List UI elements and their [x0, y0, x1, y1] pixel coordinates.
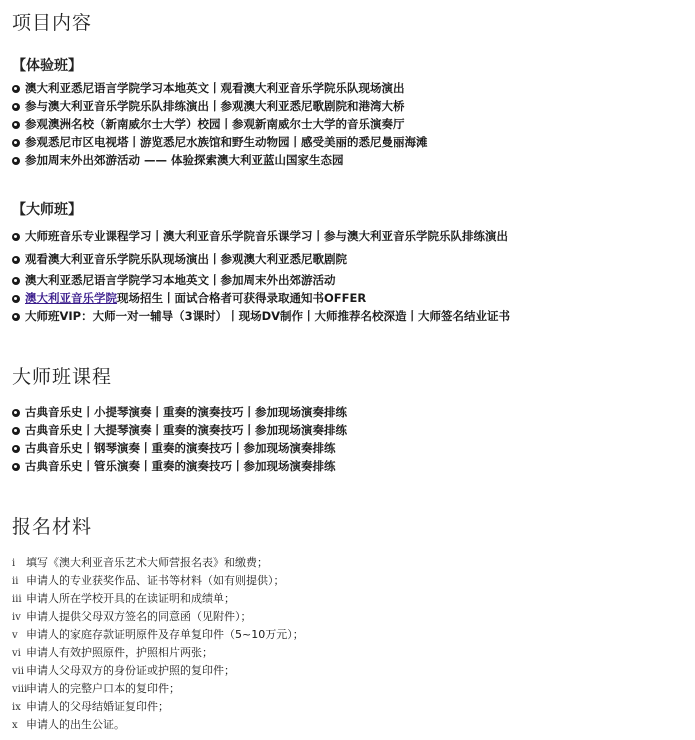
conservatorium-link[interactable]: 澳大利亚音乐学院	[25, 291, 117, 305]
bullet-icon	[12, 409, 20, 417]
master-item: 观看澳大利亚音乐学院乐队现场演出丨参观澳大利亚悉尼歌剧院	[12, 251, 347, 267]
bullet-icon	[12, 139, 20, 147]
experience-item: 参加周末外出郊游活动 —— 体验探索澳大利亚蓝山国家生态园	[12, 152, 344, 168]
master-class-title: 【大师班】	[12, 202, 82, 218]
material-item: ⅱ 申请人的专业获奖作品、证书等材料（如有则提供）；	[12, 574, 285, 587]
bullet-icon	[12, 427, 20, 435]
section-title-content: 项目内容	[12, 12, 93, 34]
section-title-materials: 报名材料	[12, 516, 93, 538]
bullet-icon	[12, 85, 20, 93]
material-item: ⅶ 申请人父母双方的身份证或护照的复印件；	[12, 664, 235, 677]
section-title-courses: 大师班课程	[12, 366, 113, 388]
bullet-icon	[12, 445, 20, 453]
material-item: ⅳ 申请人提供父母双方签名的同意函（见附件）；	[12, 610, 252, 623]
bullet-icon	[12, 313, 20, 321]
experience-item: 澳大利亚悉尼语言学院学习本地英文丨观看澳大利亚音乐学院乐队现场演出	[12, 80, 405, 96]
material-item: ⅵ 申请人有效护照原件，护照相片两张；	[12, 646, 213, 659]
bullet-icon	[12, 233, 20, 241]
master-item: 大师班VIP：大师一对一辅导（3课时）丨现场DV制作丨大师推荐名校深造丨大师签名结业证书	[12, 308, 510, 324]
material-item: ⅴ 申请人的家庭存款证明原件及存单复印件（5~10万元）；	[12, 628, 304, 641]
experience-item: 参与澳大利亚音乐学院乐队排练演出丨参观澳大利亚悉尼歌剧院和港湾大桥	[12, 98, 405, 114]
course-item: 古典音乐史丨小提琴演奏丨重奏的演奏技巧丨参加现场演奏排练	[12, 404, 347, 420]
course-item: 古典音乐史丨钢琴演奏丨重奏的演奏技巧丨参加现场演奏排练	[12, 440, 336, 456]
material-item: ⅹ 申请人的出生公证。	[12, 718, 125, 731]
material-item: ⅲ 申请人所在学校开具的在读证明和成绩单；	[12, 592, 235, 605]
bullet-icon	[12, 157, 20, 165]
course-item: 古典音乐史丨管乐演奏丨重奏的演奏技巧丨参加现场演奏排练	[12, 458, 336, 474]
experience-class-title: 【体验班】	[12, 58, 82, 74]
master-item: 大师班音乐专业课程学习丨澳大利亚音乐学院音乐课学习丨参与澳大利亚音乐学院乐队排练演出	[12, 228, 508, 244]
material-item: ⅷ申请人的完整户口本的复印件；	[12, 682, 180, 695]
bullet-icon	[12, 463, 20, 471]
experience-item: 参观澳洲名校（新南威尔士大学）校园丨参观新南威尔士大学的音乐演奏厅	[12, 116, 405, 132]
experience-item: 参观悉尼市区电视塔丨游览悉尼水族馆和野生动物园丨感受美丽的悉尼曼丽海滩	[12, 134, 428, 150]
bullet-icon	[12, 256, 20, 264]
course-item: 古典音乐史丨大提琴演奏丨重奏的演奏技巧丨参加现场演奏排练	[12, 422, 347, 438]
material-item: ⅰ 填写《澳大利亚音乐艺术大师营报名表》和缴费；	[12, 556, 268, 569]
bullet-icon	[12, 295, 20, 303]
material-item: ⅸ 申请人的父母结婚证复印件；	[12, 700, 169, 713]
bullet-icon	[12, 103, 20, 111]
master-item: 澳大利亚悉尼语言学院学习本地英文丨参加周末外出郊游活动	[12, 272, 336, 288]
bullet-icon	[12, 121, 20, 129]
master-item: 澳大利亚音乐学院现场招生丨面试合格者可获得录取通知书OFFER	[12, 290, 366, 306]
bullet-icon	[12, 277, 20, 285]
